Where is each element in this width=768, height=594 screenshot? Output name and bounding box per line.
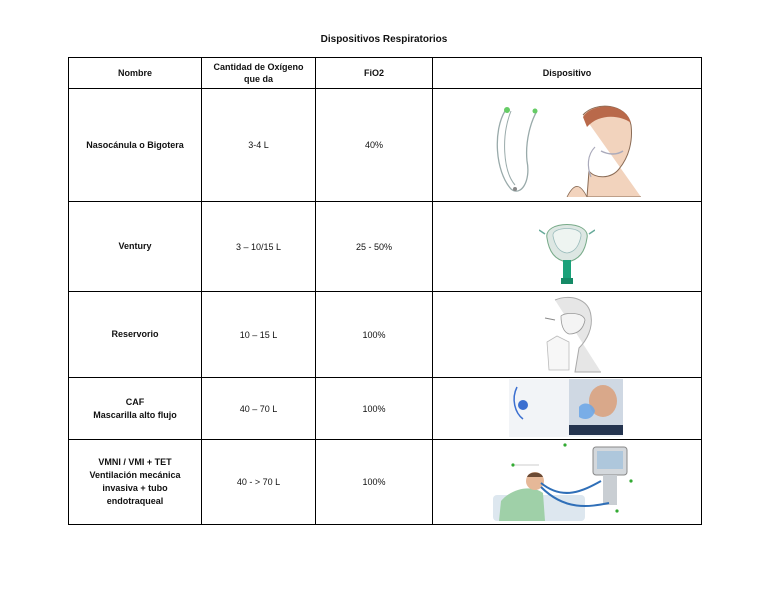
row-name-line2: Mascarilla alto flujo — [93, 409, 177, 420]
header-oxygen: Cantidad de Oxígeno que da — [202, 58, 316, 89]
document-title: Dispositivos Respiratorios — [320, 34, 448, 45]
row-name — [69, 378, 202, 440]
row-oxygen: 40 - > 70 L — [202, 440, 316, 525]
table-row — [69, 202, 702, 292]
row-name: Ventury — [69, 202, 202, 292]
mechanical-ventilation-illustration — [493, 441, 643, 523]
table-row — [69, 440, 702, 525]
row-name-line1: VMNI / VMI + TET — [98, 457, 172, 467]
reservoir-mask-illustration — [543, 296, 603, 374]
high-flow-mask-photo — [509, 379, 623, 437]
row-oxygen: 3-4 L — [202, 89, 316, 202]
row-device — [433, 202, 702, 292]
header-fio2: FiO2 — [316, 58, 433, 89]
row-fio2: 100% — [316, 292, 433, 378]
row-name-line2: Ventilación mecánica invasiva + tubo endotraqueal — [89, 470, 181, 506]
row-name: Nasocánula o Bigotera — [69, 89, 202, 202]
table-row — [69, 292, 702, 378]
venturi-mask-illustration — [539, 216, 595, 288]
table-header-row — [69, 58, 702, 89]
row-name — [69, 440, 202, 525]
row-oxygen: 40 – 70 L — [202, 378, 316, 440]
table-row — [69, 378, 702, 440]
header-name: Nombre — [69, 58, 202, 89]
row-device — [433, 378, 702, 440]
row-fio2: 100% — [316, 440, 433, 525]
row-name: Reservorio — [69, 292, 202, 378]
table-row — [69, 89, 702, 202]
nasal-cannula-illustration — [491, 101, 641, 197]
row-oxygen: 10 – 15 L — [202, 292, 316, 378]
row-device — [433, 292, 702, 378]
row-fio2: 40% — [316, 89, 433, 202]
respiratory-devices-table — [68, 57, 702, 525]
row-name-line1: CAF — [125, 396, 145, 407]
header-device: Dispositivo — [433, 58, 702, 89]
row-fio2: 100% — [316, 378, 433, 440]
row-device — [433, 89, 702, 202]
row-fio2: 25 - 50% — [316, 202, 433, 292]
row-oxygen: 3 – 10/15 L — [202, 202, 316, 292]
row-device — [433, 440, 702, 525]
